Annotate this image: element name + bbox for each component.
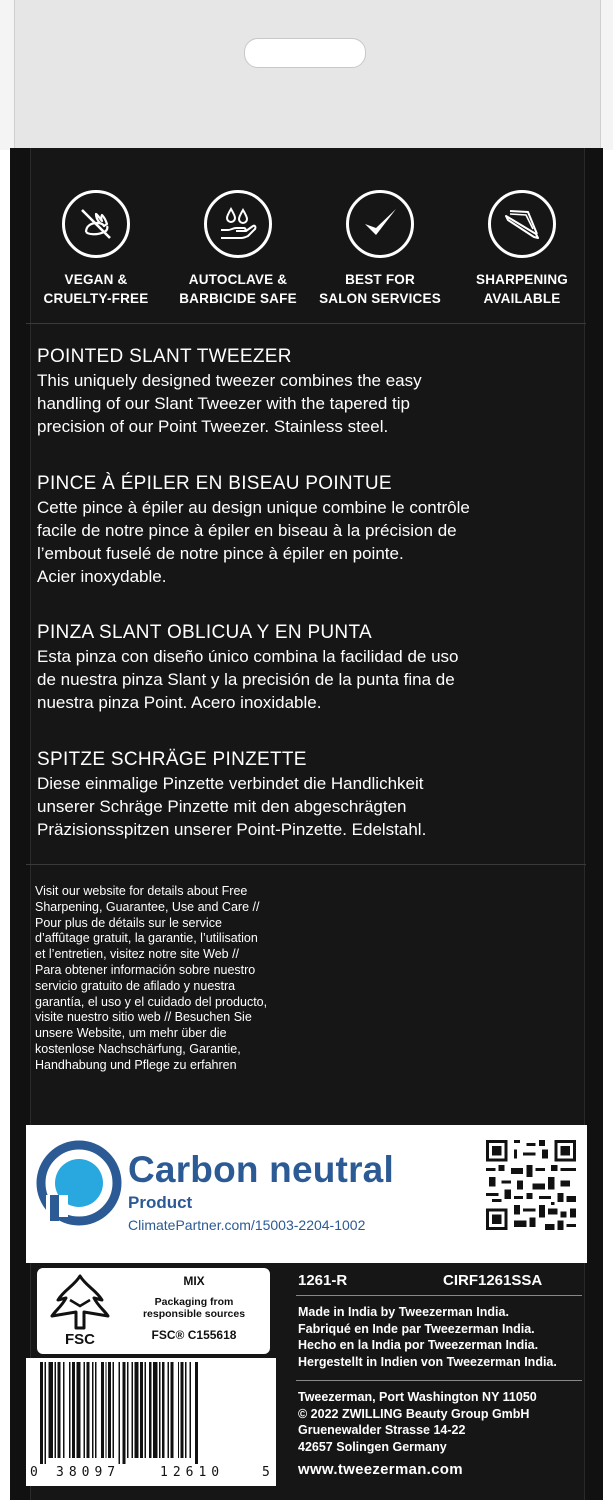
barcode-bar: [131, 1362, 132, 1458]
feature-sharpening: [452, 190, 592, 310]
product-code: 1261-R: [298, 1272, 348, 1289]
barcode-bar: [118, 1362, 119, 1464]
section-line: Diese einmalige Pinzette verbindet die Handlichkeit: [37, 774, 424, 793]
barcode-bar: [185, 1362, 186, 1458]
section-line: unserer Schräge Pinzette mit den abgeschrägten: [37, 797, 407, 816]
divider: [296, 1380, 582, 1381]
fsc-pack-line: responsible sources: [142, 1308, 246, 1320]
barcode-bar: [181, 1362, 184, 1458]
note-line: Para obtener información sobre nuestro: [35, 962, 256, 977]
website-note: [35, 884, 307, 1074]
barcode-digit-lead: 0: [30, 1465, 38, 1480]
note-line: d’affûtage gratuit, la garantie, l’utilisation: [35, 931, 258, 946]
note-line: kostenlose Nachschärfung, Garantie,: [35, 1041, 241, 1056]
barcode-bar: [178, 1362, 179, 1458]
section-line: nuestra pinza Point. Acero inoxidable.: [37, 693, 322, 712]
note-line: unsere Website, um mehr über die: [35, 1026, 227, 1041]
divider: [26, 323, 586, 324]
section-title: SPITZE SCHRÄGE PINZETTE: [37, 749, 307, 770]
description-german: [37, 748, 582, 841]
barcode-bar: [76, 1362, 80, 1458]
section-title: PINZA SLANT OBLICUA Y EN PUNTA: [37, 622, 372, 643]
section-line: This uniquely designed tweezer combines the easy: [37, 371, 422, 390]
barcode-bar: [189, 1362, 190, 1458]
section-line: precision of our Point Tweezer. Stainless steel.: [37, 417, 389, 436]
barcode-bar: [84, 1362, 85, 1458]
barcode-bar: [92, 1362, 93, 1458]
barcode-bar: [144, 1362, 145, 1458]
feature-label-line2: AVAILABLE: [483, 291, 561, 306]
barcode-bar: [72, 1362, 75, 1458]
address-line: 42657 Solingen Germany: [298, 1439, 447, 1454]
barcode-bar: [195, 1362, 198, 1464]
website-url: www.tweezerman.com: [298, 1461, 463, 1478]
note-line: garantía, el uso y el cuidado del producto,: [35, 994, 268, 1009]
barcode-bar: [57, 1362, 60, 1458]
divider: [26, 864, 586, 865]
barcode-bar: [127, 1362, 128, 1458]
fsc-pack-line: Packaging from: [154, 1296, 234, 1308]
barcode-bar: [105, 1362, 106, 1458]
item-code: CIRF1261SSA: [443, 1272, 543, 1289]
note-line: Pour plus de détails sur le service: [35, 915, 222, 930]
barcode-bar: [101, 1362, 104, 1458]
hanger-card: [14, 0, 601, 148]
description-french: [37, 472, 582, 588]
made-line: Made in India by Tweezerman India.: [298, 1305, 509, 1319]
barcode-bar: [40, 1362, 43, 1464]
feature-label-line2: SALON SERVICES: [319, 291, 441, 306]
section-title: PINCE À ÉPILER EN BISEAU POINTUE: [37, 473, 392, 494]
description-spanish: [37, 621, 582, 714]
note-line: servicio gratuito de afilado y nuestra: [35, 978, 236, 993]
section-line: Esta pinza con diseño único combina la facilidad de uso: [37, 647, 459, 666]
tweezer-icon: [488, 190, 556, 258]
address-line: © 2022 ZWILLING Beauty Group GmbH: [298, 1406, 530, 1421]
note-line: et l’entretien, visitez notre site Web //: [35, 947, 240, 962]
section-line: Cette pince à épiler au design unique combine le contrôle: [37, 498, 470, 517]
barcode-digits-left: 38097: [56, 1465, 121, 1480]
feature-label-line2: CRUELTY-FREE: [43, 291, 149, 306]
note-line: Handhabung und Pflege zu erfahren: [35, 1057, 237, 1072]
feature-label-line1: SHARPENING: [475, 272, 568, 287]
note-line: Visit our website for details about Free: [35, 884, 248, 898]
section-line: Acier inoxydable.: [37, 567, 167, 586]
barcode-bar: [123, 1362, 126, 1464]
address-line: Gruenewalder Strasse 14-22: [298, 1423, 466, 1437]
made-line: Hecho en la India por Tweezerman India.: [298, 1338, 539, 1352]
barcode-bar: [55, 1362, 56, 1458]
barcode-bar: [134, 1362, 138, 1458]
barcode-bar: [69, 1362, 70, 1458]
section-line: handling of our Slant Tweezer with the tapered tip: [37, 394, 410, 413]
barcode-bar: [44, 1362, 45, 1464]
company-address: [298, 1389, 598, 1455]
climate-partner-url: ClimatePartner.com/15003-2204-1002: [128, 1217, 366, 1233]
rabbit-crossed-icon: [62, 190, 130, 258]
feature-label-line1: AUTOCLAVE &: [188, 272, 288, 287]
barcode-bar: [168, 1362, 169, 1458]
made-line: Fabriqué en Inde par Tweezerman India.: [298, 1321, 535, 1336]
carbon-neutral-subtitle: Product: [128, 1193, 193, 1212]
qr-code: [486, 1140, 576, 1230]
note-line: visite nuestro sitio web // Besuchen Sie: [35, 1010, 252, 1025]
carbon-neutral-title: Carbon neutral: [128, 1149, 394, 1190]
barcode-bar: [149, 1362, 152, 1458]
feature-icons-row: [26, 190, 592, 310]
fsc-code: FSC® C155618: [151, 1328, 237, 1342]
barcode-digit-check: 5: [262, 1465, 270, 1480]
address-line: Tweezerman, Port Washington NY 11050: [298, 1390, 537, 1404]
fsc-mix: MIX: [183, 1274, 205, 1288]
feature-label-line1: BEST FOR: [345, 272, 415, 287]
feature-salon: [310, 190, 450, 310]
barcode-bar: [113, 1362, 114, 1458]
barcode-bar: [49, 1362, 53, 1458]
barcode-digits-right: 12610: [160, 1465, 225, 1480]
note-line: Sharpening, Guarantee, Use and Care //: [35, 899, 260, 914]
section-title: POINTED SLANT TWEEZER: [37, 346, 292, 367]
barcode-bar: [108, 1362, 111, 1458]
feature-vegan: [26, 190, 166, 310]
fsc-tree-logo-icon: [44, 1272, 116, 1348]
made-line: Hergestellt in Indien von Tweezerman India.: [298, 1354, 557, 1369]
section-line: l’embout fuselé de notre pince à épiler en pointe.: [37, 544, 404, 563]
fsc-logo-text: FSC: [65, 1331, 95, 1348]
barcode-bar: [162, 1362, 165, 1458]
package-hanger: [0, 0, 613, 150]
section-line: facile de notre pince à épiler en biseau à la précision de: [37, 521, 457, 540]
hang-hole: [244, 38, 366, 68]
barcode-digits: [26, 1465, 276, 1485]
feature-label-line1: VEGAN &: [64, 272, 128, 287]
barcode-bar: [159, 1362, 160, 1458]
checkmark-icon: [346, 190, 414, 258]
feature-label-line2: BARBICIDE SAFE: [179, 291, 297, 306]
barcode-bar: [140, 1362, 143, 1458]
barcode-bar: [86, 1362, 89, 1458]
barcode-bar: [153, 1362, 157, 1458]
hand-water-drops-icon: [204, 190, 272, 258]
barcode-bar: [171, 1362, 174, 1458]
barcode-bar: [63, 1362, 64, 1458]
barcode-bars: [26, 1358, 276, 1464]
barcode-bar: [95, 1362, 96, 1458]
divider: [296, 1295, 582, 1296]
climate-partner-logo: [36, 1140, 122, 1226]
feature-autoclave: [168, 190, 308, 310]
fsc-packaging-note: [126, 1296, 262, 1320]
section-line: Präzisionsspitzen unserer Point-Pinzette. Edelstahl.: [37, 820, 427, 839]
made-in-statement: [298, 1304, 598, 1370]
description-english: [37, 345, 582, 438]
section-line: de nuestra pinza Slant y la precisión de la punta fina de: [37, 670, 455, 689]
